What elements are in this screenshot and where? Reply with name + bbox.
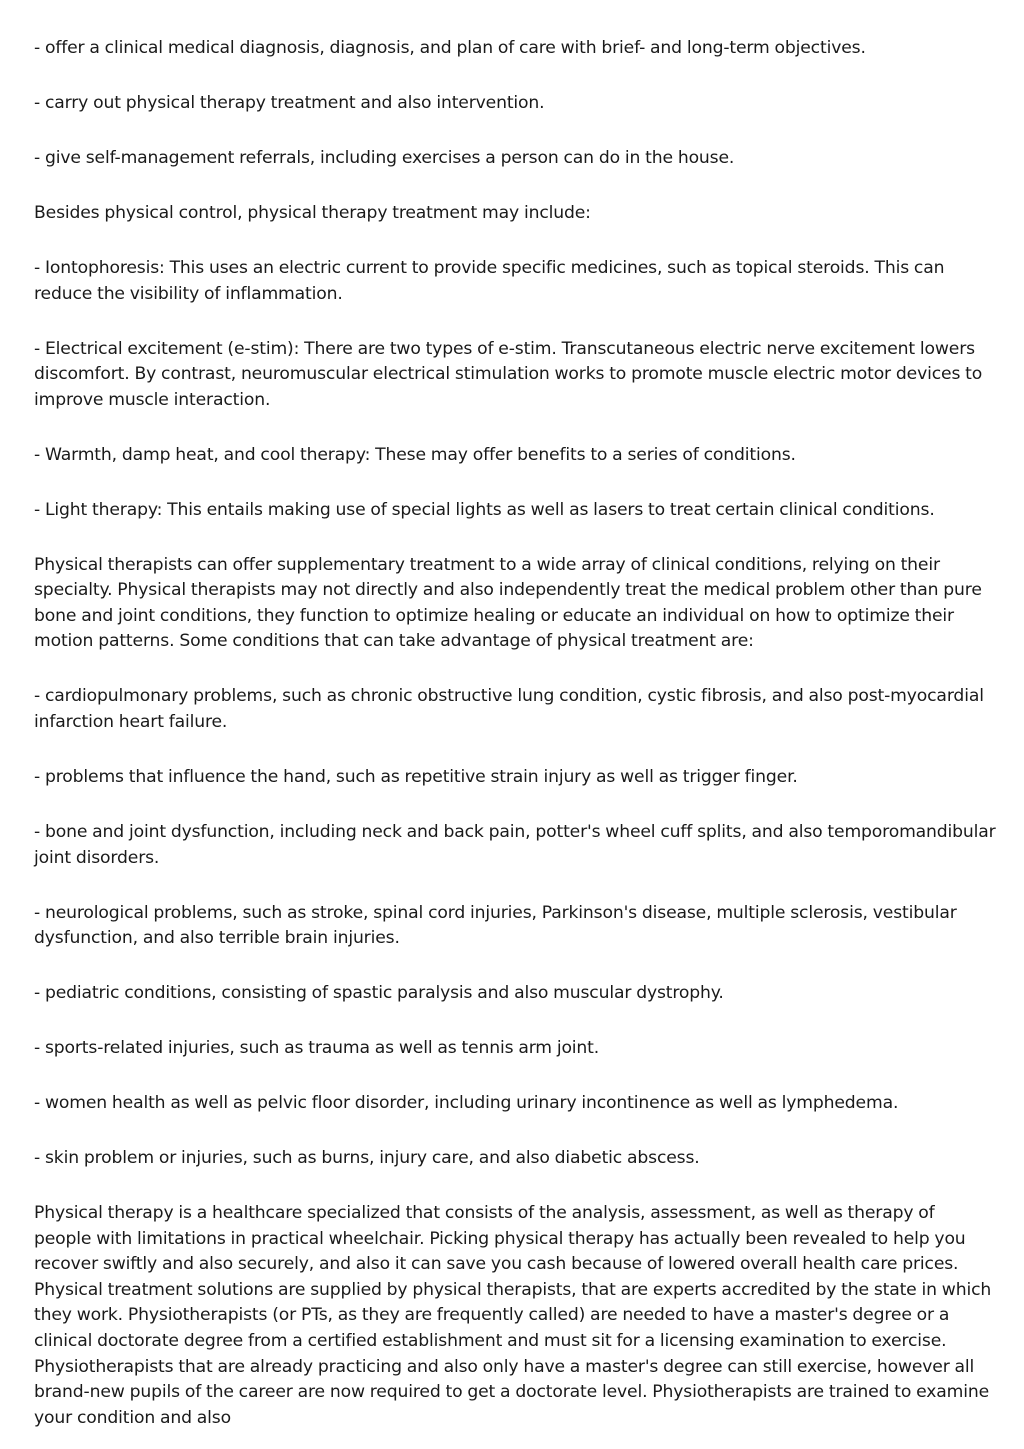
list-item: - sports-related injuries, such as trauma as well as tennis arm joint. [34,1038,600,1059]
paragraph: Physical therapy is a healthcare specialized that consists of the analysis, assessment, as well as therapy of people with limitations in practical wheelchair. Picking physical therapy has actually been revealed to help you recover swiftly and also securely, and also it can save you cash because of lowered overall health care prices. Physical treatment solutions are supplied by physical therapists, that are experts accredited by the state in which they work. Physiotherapists (or PTs, as they are frequently called) are needed to have a master's degree or a clinical doctorate degree from a certified establishment and must sit for a licensing examination to exercise. Physiotherapists that are already practicing and also only have a master's degree can still exercise, however all brand-new pupils of the career are now required to get a doctorate level. Physiotherapists are trained to examine your condition and also [34,1203,992,1428]
paragraph: Besides physical control, physical therapy treatment may include: [34,202,591,223]
list-item: - bone and joint dysfunction, including neck and back pain, potter's wheel cuff splits, and also temporomandibular joint disorders. [34,821,996,868]
list-item: - Electrical excitement (e-stim): There are two types of e-stim. Transcutaneous electric nerve excitement lowers discomfort. By contrast, neuromuscular electrical stimulation works to promote muscle electric motor devices to improve muscle interaction. [34,338,983,410]
list-item: - carry out physical therapy treatment and also intervention. [34,92,545,113]
list-item: - offer a clinical medical diagnosis, diagnosis, and plan of care with brief- and long-term objectives. [34,38,866,58]
list-item: - Light therapy: This entails making use of special lights as well as lasers to treat certain clinical conditions. [34,499,935,520]
list-item: - neurological problems, such as stroke, spinal cord injuries, Parkinson's disease, multiple sclerosis, vestibular dysfunction, and also terrible brain injuries. [34,902,957,949]
list-item: - Warmth, damp heat, and cool therapy: These may offer benefits to a series of conditions. [34,444,796,465]
list-item: - women health as well as pelvic floor disorder, including urinary incontinence as well as lymphedema. [34,1093,899,1114]
paragraph: Physical therapists can offer supplementary treatment to a wide array of clinical conditions, relying on their specialty. Physical therapists may not directly and also independently treat the medical problem other than pure bone and joint conditions, they function to optimize healing or educate an individual on how to optimize their motion patterns. Some conditions that can take advantage of physical treatment are: [34,554,982,652]
list-item: - problems that influence the hand, such as repetitive strain injury as well as trigger finger. [34,767,798,787]
list-item: - Iontophoresis: This uses an electric current to provide specific medicines, such as topical steroids. This can reduce the visibility of inflammation. [34,257,945,304]
list-item: - give self-management referrals, including exercises a person can do in the house. [34,147,735,168]
document-body [34,36,996,1431]
list-item: - skin problem or injuries, such as burns, injury care, and also diabetic abscess. [34,1148,700,1169]
list-item: - cardiopulmonary problems, such as chronic obstructive lung condition, cystic fibrosis, and also post-myocardial infarction heart failure. [34,686,984,733]
list-item: - pediatric conditions, consisting of spastic paralysis and also muscular dystrophy. [34,983,724,1004]
